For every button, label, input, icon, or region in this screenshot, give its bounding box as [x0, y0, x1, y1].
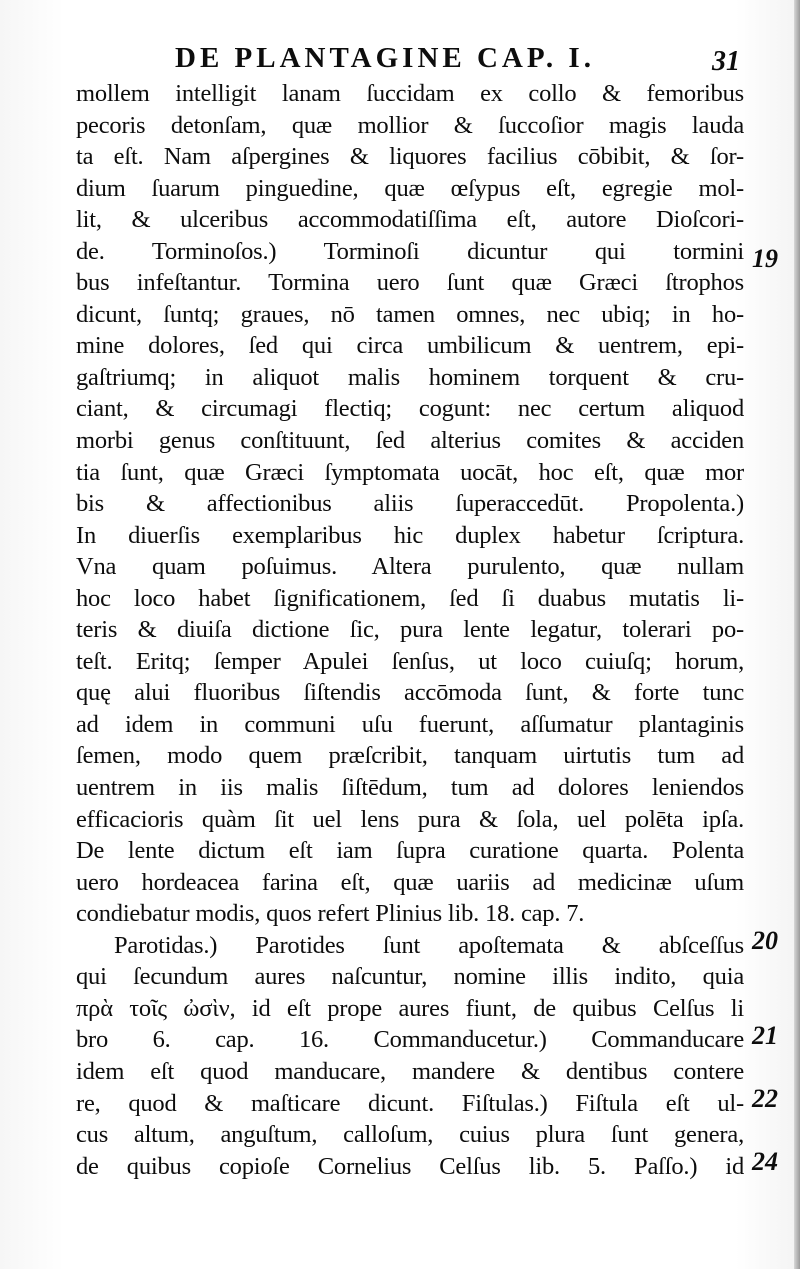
text-line: Parotidas.) Parotides ſunt apoſtemata & abſceſſus — [114, 931, 744, 959]
text-line: ta eſt. Nam aſpergines & liquores facilius cōbibit, & ſor- — [76, 143, 744, 171]
page-header — [175, 42, 740, 82]
text-line: De lente dictum eſt iam ſupra curatione quarta. Polenta — [76, 837, 744, 865]
running-head: DE PLANTAGINE CAP. I. — [175, 42, 595, 74]
text-line: bro 6. cap. 16. Commanducetur.) Commanducare — [76, 1026, 744, 1054]
text-line: In diuerſis exemplaribus hic duplex habetur ſcriptura. — [76, 521, 744, 549]
text-line: dium ſuarum pinguedine, quæ œſypus eſt, egregie mol- — [76, 174, 744, 202]
text-line: condiebatur modis, quos refert Plinius lib. 18. cap. 7. — [76, 900, 585, 928]
greek-text-line: πρὰ τοῖς ὠσὶν, id eſt prope aures fiunt, de quibus Celſus li — [76, 994, 744, 1022]
text-line: dicunt, ſuntq; graues, nō tamen omnes, nec ubiq; in ho- — [76, 300, 744, 328]
text-line: teris & diuiſa dictione ſic, pura lente legatur, tolerari po- — [76, 616, 744, 644]
marginal-note-number: 19 — [752, 244, 778, 273]
marginal-note-number: 24 — [752, 1147, 778, 1176]
marginal-note-number: 20 — [752, 926, 778, 955]
text-line: tia ſunt, quæ Græci ſymptomata uocāt, hoc eſt, quæ mor — [76, 458, 744, 486]
text-line: qui ſecundum aures naſcuntur, nomine illis indito, quia — [76, 963, 744, 991]
text-line: morbi genus conſtituunt, ſed alterius comites & acciden — [76, 427, 744, 455]
text-line: teſt. Eritq; ſemper Apulei ſenſus, ut loco cuiuſq; horum, — [76, 647, 744, 675]
page-edge-shadow — [794, 0, 800, 1269]
commentary-text-block — [76, 78, 744, 1182]
page-number: 31 — [712, 46, 740, 77]
text-line: ad idem in communi uſu fuerunt, aſſumatur plantaginis — [76, 710, 744, 738]
marginal-note-number: 22 — [752, 1084, 778, 1113]
text-line: quę alui fluoribus ſiſtendis accōmoda ſunt, & forte tunc — [76, 679, 744, 707]
text-line: cus altum, anguſtum, calloſum, cuius plura ſunt genera, — [76, 1121, 744, 1149]
text-line: de. Torminoſos.) Torminoſi dicuntur qui tormini — [76, 237, 744, 265]
text-line: bis & affectionibus aliis ſuperaccedūt. Propolenta.) — [76, 490, 744, 518]
text-line: efficacioris quàm ſit uel lens pura & ſola, uel polēta ipſa. — [76, 805, 744, 833]
text-line: Vna quam poſuimus. Altera purulento, quæ nullam — [76, 553, 744, 581]
text-line: ciant, & circumagi flectiq; cogunt: nec certum aliquod — [76, 395, 744, 423]
text-line: bus infeſtantur. Tormina uero ſunt quæ Græci ſtrophos — [76, 269, 744, 297]
text-line: gaſtriumq; in aliquot malis hominem torquent & cru- — [76, 363, 744, 391]
text-line: mollem intelligit lanam ſuccidam ex collo & femoribus — [76, 80, 744, 107]
text-line: ſemen, modo quem præſcribit, tanquam uirtutis tum ad — [76, 742, 744, 770]
text-line: lit, & ulceribus accommodatiſſima eſt, autore Dioſcori- — [76, 206, 744, 234]
text-line: hoc loco habet ſignificationem, ſed ſi duabus mutatis li- — [76, 584, 744, 612]
text-line: re, quod & maſticare dicunt. Fiſtulas.) Fiſtula eſt ul- — [76, 1089, 744, 1117]
text-line: de quibus copioſe Cornelius Celſus lib. 5. Paſſo.) id — [76, 1152, 744, 1180]
text-line: uentrem in iis malis ſiſtēdum, tum ad dolores leniendos — [76, 774, 744, 802]
text-line: mine dolores, ſed qui circa umbilicum & uentrem, epi- — [76, 332, 744, 360]
marginal-note-number: 21 — [752, 1021, 778, 1050]
text-line: idem eſt quod manducare, mandere & dentibus contere — [76, 1057, 744, 1085]
text-line: pecoris detonſam, quæ mollior & ſuccoſior magis lauda — [76, 111, 744, 139]
text-line: uero hordeacea farina eſt, quæ uariis ad medicinæ uſum — [76, 868, 744, 896]
